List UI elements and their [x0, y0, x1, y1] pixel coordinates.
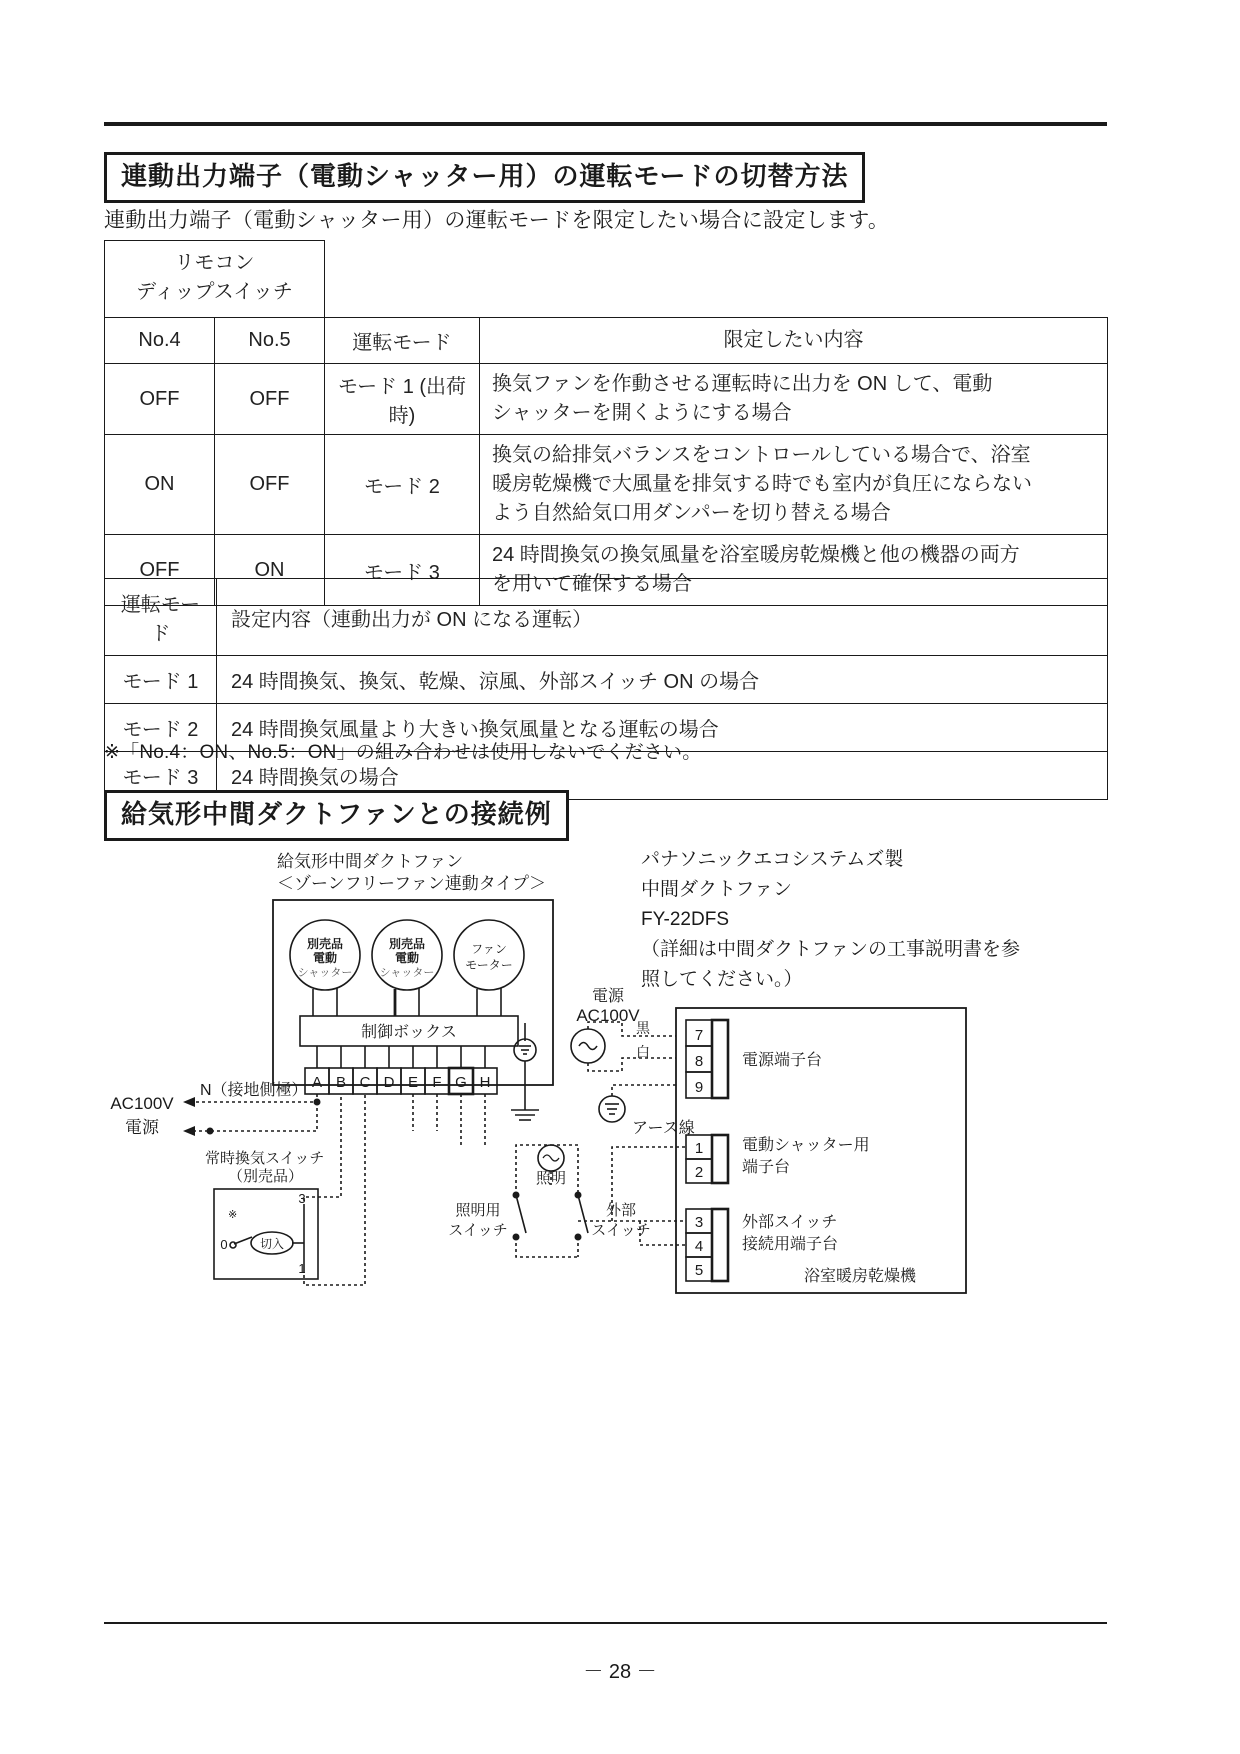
- product-note-line2: 中間ダクトファン: [641, 879, 793, 900]
- section-title-operation-mode: 連動出力端子（電動シャッター用）の運転モードの切替方法: [104, 152, 865, 203]
- table-row: [105, 656, 1108, 704]
- table-header-row: [105, 318, 1108, 364]
- cell-no5: ON: [215, 535, 325, 606]
- terminal-number: 2: [694, 1164, 704, 1181]
- wire-black-label: 黒: [636, 1020, 650, 1036]
- header-no4: No.4: [105, 318, 215, 364]
- light-switch-label-line2: スイッチ: [448, 1222, 508, 1239]
- desc-line: よう自然給気口用ダンパーを切り替える場合: [492, 502, 891, 524]
- ac-source-line2: 電源: [125, 1118, 159, 1137]
- circle-2-line1: 別売品: [388, 937, 426, 951]
- light-label: 照明: [535, 1170, 567, 1187]
- bathroom-unit-label: 浴室暖房乾燥機: [803, 1268, 917, 1285]
- terminal-number: 4: [694, 1238, 704, 1255]
- table-header-group-row: [105, 241, 1108, 318]
- ac-source-line1: AC100V: [110, 1094, 174, 1113]
- circle-1-line3: シャッター: [297, 967, 353, 979]
- cell-desc: [480, 364, 1108, 435]
- table-row: [105, 435, 1108, 535]
- cell-setting: 24 時間換気風量より大きい換気風量となる運転の場合: [217, 704, 1108, 752]
- cell-mode: モード 1: [105, 656, 217, 704]
- cell-mode: モード 2: [325, 435, 480, 535]
- ext-switch-label-line2: スイッチ: [591, 1222, 651, 1239]
- header-blank-mode: [325, 241, 480, 318]
- cell-mode: モード 2: [105, 704, 217, 752]
- desc-line: 24 時間換気の換気風量を浴室暖房乾燥機と他の機器の両方: [492, 544, 1020, 566]
- dip-switch-note: ※「No.4：ON、No.5：ON」の組み合わせは使用しないでください。: [104, 742, 702, 763]
- ground-wire-label: アース線: [632, 1120, 695, 1137]
- terminal-number: 1: [694, 1140, 704, 1157]
- product-note-line5: 照してください。）: [641, 969, 803, 990]
- cell-setting: 24 時間換気、換気、乾燥、涼風、外部スイッチ ON の場合: [217, 656, 1108, 704]
- ext-switch-label-line1: 外部: [605, 1202, 637, 1219]
- terminal-number: 3: [694, 1214, 704, 1231]
- fan-unit-caption-line1: 給気形中間ダクトファン: [277, 852, 464, 871]
- product-note-line4: （詳細は中間ダクトファンの工事説明書を参: [641, 939, 1021, 960]
- cell-no5: OFF: [215, 364, 325, 435]
- cell-no5: OFF: [215, 435, 325, 535]
- wiring-diagram: [0, 845, 1240, 1325]
- cell-desc: [480, 435, 1108, 535]
- terminal-letter: F: [432, 1074, 442, 1091]
- header-desc: 限定したい内容: [480, 318, 1108, 364]
- header-mode: 運転モード: [325, 318, 480, 364]
- fan-unit-caption-line2: ＜ゾーンフリーファン連動タイプ＞: [277, 874, 546, 893]
- power-terminal-block-label: 電源端子台: [742, 1052, 823, 1069]
- header-setting-col: 設定内容（連動出力が ON になる運転）: [217, 579, 1108, 656]
- power-source-line1: 電源: [591, 988, 625, 1005]
- cell-no4: ON: [105, 435, 215, 535]
- vent-switch-mark: ※: [228, 1209, 238, 1221]
- circle-2-line2: 電動: [394, 951, 420, 965]
- vent-switch-label-line2: （別売品）: [228, 1168, 304, 1185]
- shutter-terminal-label-line1: 電動シャッター用: [742, 1137, 870, 1154]
- terminal-letter: E: [407, 1074, 419, 1091]
- header-remote-dipswitch: [105, 241, 325, 318]
- cell-setting: 24 時間換気の場合: [217, 752, 1108, 800]
- light-switch-label-line1: 照明用: [455, 1202, 501, 1219]
- header-blank-desc: [480, 241, 1108, 318]
- circle-3-line1: ファン: [471, 942, 507, 956]
- vent-switch-terminal-0: 0: [220, 1237, 228, 1252]
- product-note-line1: パナソニックエコシステムズ製: [641, 849, 904, 870]
- vent-switch-label-line1: 常時換気スイッチ: [205, 1150, 325, 1167]
- page-number: － 28 －: [583, 1661, 657, 1683]
- terminal-letter: B: [335, 1074, 347, 1091]
- neutral-label: N（接地側極）: [200, 1082, 308, 1099]
- mode-description-table: [104, 578, 1108, 800]
- vent-switch-inner-label: 切入: [259, 1237, 285, 1251]
- terminal-number: 9: [694, 1079, 704, 1096]
- cell-mode: モード 3: [105, 752, 217, 800]
- circle-1-line2: 電動: [312, 951, 338, 965]
- desc-line: を用いて確保する場合: [492, 573, 692, 595]
- header-mode-col: 運転モード: [105, 579, 217, 656]
- desc-line: 換気の給排気バランスをコントロールしている場合で、浴室: [492, 444, 1031, 466]
- desc-line: 換気ファンを作動させる運転時に出力を ON して、電動: [492, 373, 993, 395]
- shutter-terminal-label-line2: 端子台: [742, 1159, 791, 1176]
- power-source-line2: AC100V: [576, 1006, 640, 1025]
- control-box-label: 制御ボックス: [361, 1024, 457, 1041]
- cell-mode: モード 1 (出荷時): [325, 364, 480, 435]
- section1-intro-text: 連動出力端子（電動シャッター用）の運転モードを限定したい場合に設定します。: [104, 209, 890, 232]
- product-note-line3: FY-22DFS: [641, 909, 729, 930]
- terminal-number: 7: [694, 1027, 704, 1044]
- desc-line: 暖房乾燥機で大風量を排気する時でも室内が負圧にならない: [492, 473, 1032, 495]
- circle-2-line3: シャッター: [379, 967, 435, 979]
- wire-white-label: 白: [636, 1044, 650, 1060]
- table-row: [105, 364, 1108, 435]
- header-remote-line1: リモコン: [174, 252, 255, 274]
- terminal-number: 5: [694, 1262, 704, 1279]
- cell-mode: モード 3: [325, 535, 480, 606]
- terminal-letter: G: [455, 1074, 467, 1091]
- terminal-letter: H: [479, 1074, 491, 1091]
- header-remote-line2: ディップスイッチ: [136, 281, 293, 303]
- terminal-letter: D: [383, 1074, 395, 1091]
- terminal-letter: A: [311, 1074, 323, 1091]
- section-title-duct-fan-connection: 給気形中間ダクトファンとの接続例: [104, 790, 569, 841]
- circle-3-line2: モーター: [465, 958, 513, 972]
- ext-switch-terminal-label-line2: 接続用端子台: [742, 1236, 839, 1253]
- terminal-number: 8: [694, 1053, 704, 1070]
- terminal-letter: C: [359, 1074, 371, 1091]
- dip-switch-table: [104, 240, 1108, 606]
- circle-1-line1: 別売品: [306, 937, 344, 951]
- header-no5: No.5: [215, 318, 325, 364]
- vent-switch-terminal-3: 3: [298, 1191, 306, 1206]
- desc-line: シャッターを開くようにする場合: [492, 402, 792, 424]
- table-header-row: [105, 579, 1108, 656]
- vent-switch-terminal-1: 1: [298, 1261, 306, 1276]
- cell-no4: OFF: [105, 364, 215, 435]
- ext-switch-terminal-label-line1: 外部スイッチ: [742, 1214, 838, 1231]
- footer-rule: [104, 1622, 1107, 1624]
- cell-no4: OFF: [105, 535, 215, 606]
- header-rule: [104, 122, 1107, 126]
